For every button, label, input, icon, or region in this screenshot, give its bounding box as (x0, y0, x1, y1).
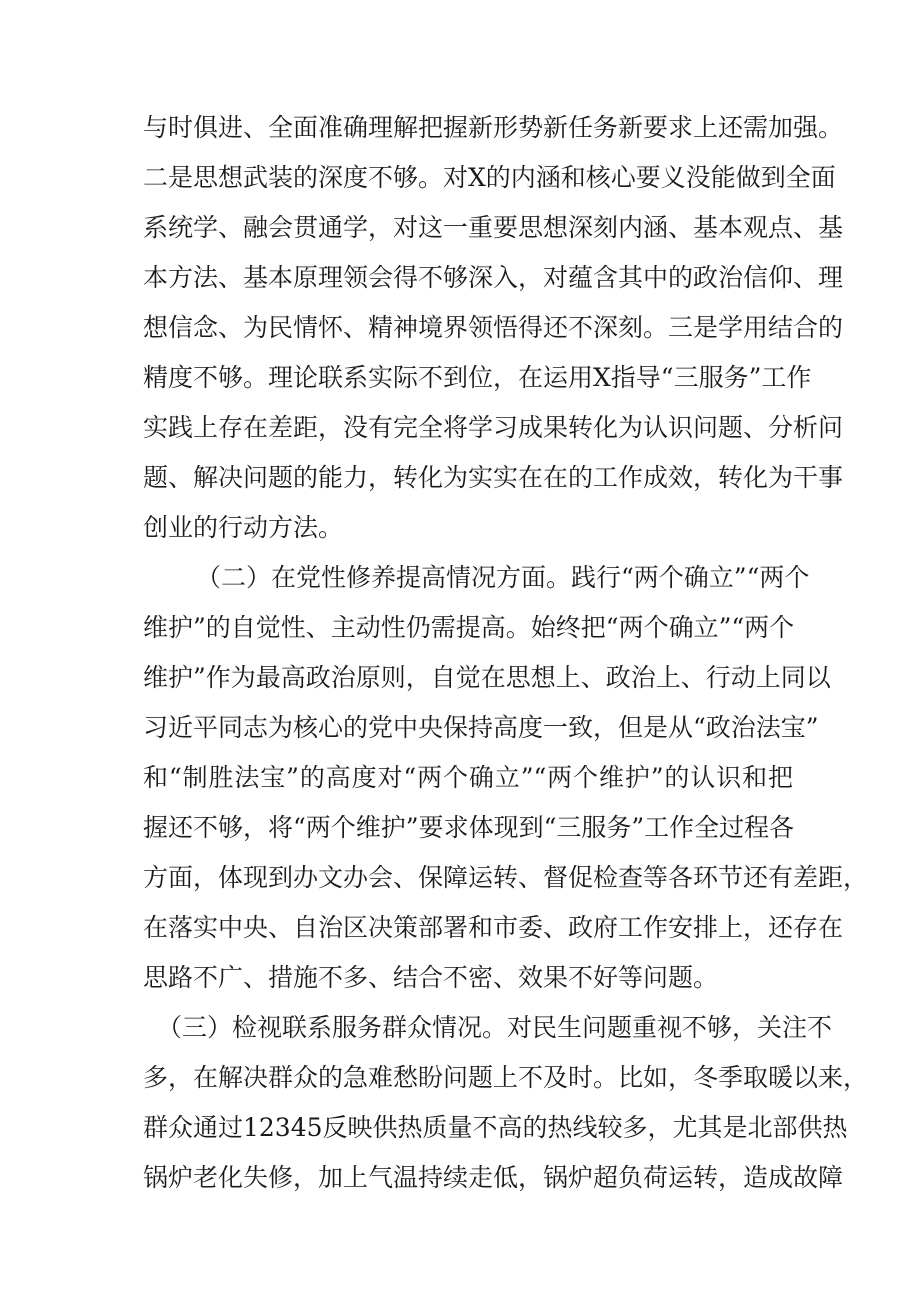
text-line-2: 二是思想武装的深度不够。对X的内涵和核心要义没能做到全面 (143, 163, 836, 192)
text-line-7: 实践上存在差距，没有完全将学习成果转化为认识问题、分析问 (143, 413, 844, 442)
text-line-21: 群众通过12345反映供热质量不高的热线较多，尤其是北部供热 (143, 1113, 848, 1142)
text-line-12: 维护”作为最高政治原则，自觉在思想上、政治上、行动上同以 (143, 663, 831, 692)
text-line-1: 与时俱进、全面准确理解把握新形势新任务新要求上还需加强。 (143, 113, 844, 142)
section-three-first-line: （三）检视联系服务群众情况。对民生问题重视不够，关注不 (157, 1013, 833, 1042)
text-line-17: 在落实中央、自治区决策部署和市委、政府工作安排上，还存在 (143, 913, 844, 942)
text-line-6: 精度不够。理论联系实际不到位，在运用X指导“三服务”工作 (143, 363, 812, 392)
text-line-14: 和“制胜法宝”的高度对“两个确立”“两个维护”的认识和把 (143, 763, 793, 792)
text-line-4: 本方法、基本原理领会得不够深入，对蕴含其中的政治信仰、理 (143, 263, 844, 292)
text-line-22: 锅炉老化失修，加上气温持续走低，锅炉超负荷运转，造成故障 (143, 1163, 844, 1192)
text-line-18: 思路不广、措施不多、结合不密、效果不好等问题。 (143, 963, 719, 992)
text-line-5: 想信念、为民情怀、精神境界领悟得还不深刻。三是学用结合的 (143, 313, 844, 342)
text-line-20: 多，在解决群众的急难愁盼问题上不及时。比如，冬季取暖以来， (143, 1063, 869, 1092)
section-two-first-line: （二）在党性修养提高情况方面。践行“两个确立”“两个 (196, 563, 810, 592)
text-line-3: 系统学、融会贯通学，对这一重要思想深刻内涵、基本观点、基 (143, 213, 844, 242)
text-line-13: 习近平同志为核心的党中央保持高度一致，但是从“政治法宝” (143, 713, 819, 742)
text-line-16: 方面，体现到办文办会、保障运转、督促检查等各环节还有差距， (143, 863, 869, 892)
text-line-8: 题、解决问题的能力，转化为实实在在的工作成效，转化为干事 (143, 463, 844, 492)
text-line-9: 创业的行动方法。 (143, 513, 344, 542)
text-line-15: 握还不够，将“两个维护”要求体现到“三服务”工作全过程各 (143, 813, 795, 842)
text-line-11: 维护”的自觉性、主动性仍需提高。始终把“两个确立”“两个 (143, 613, 795, 642)
